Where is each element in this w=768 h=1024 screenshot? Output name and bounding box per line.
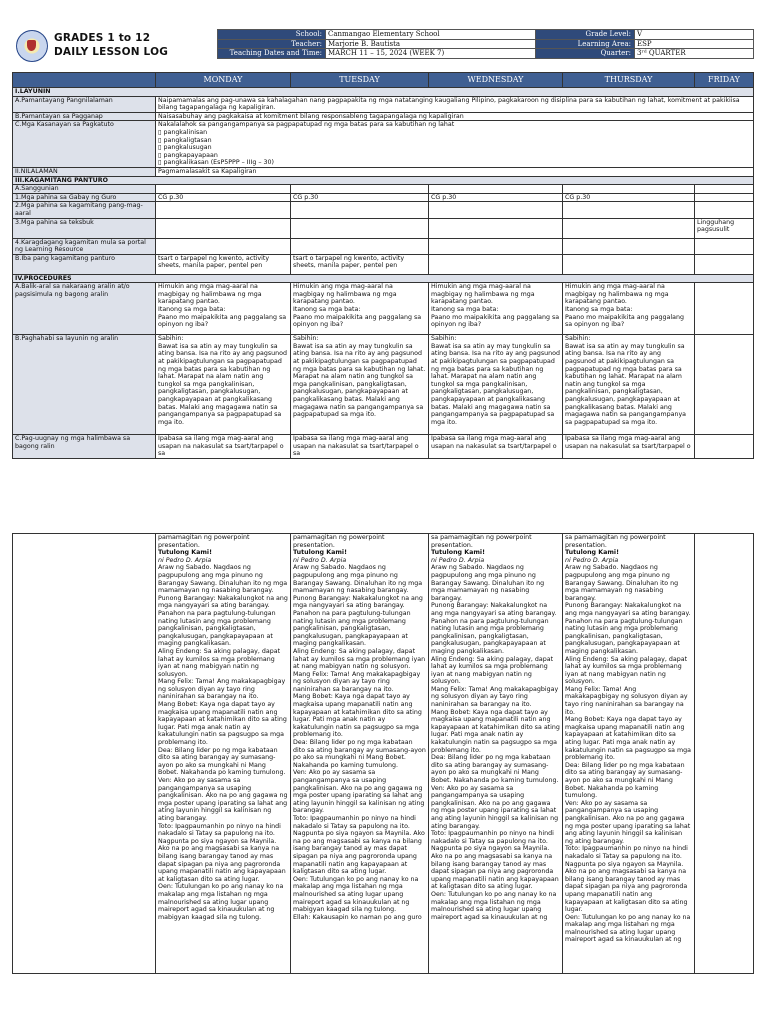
- row-label-sanggunian: A.Sanggunian: [13, 185, 156, 194]
- row-label-portal: 4.Karagdagang kagamitan mula sa portal ng Learning Resource: [13, 238, 156, 254]
- story-title: Tutulong Kami!: [293, 549, 347, 557]
- balik-thursday: Himukin ang mga mag-aaral na magbigay ng halimbawa ng mga karapatang pantao. Itanong sa mga bata: Paano mo maipakikita ang paggalang sa opinyon ng iba?: [563, 283, 695, 335]
- story-body: Araw ng Sabado. Nagdaos ng pagpupulong ang mga pinuno ng Barangay Sawang. Dinaluhan ito ng mga mamamayan ng nasabing barangay. Punong Barangay: Nakakalungkot na ang mga nangyayari sa ating barangay. Panahon na para pagtulung-tulungan nating lutasin ang mga problemang pangkalinisan, pangkaligtasan, pangkalusugan, pangkapayapaan at maging pangkalikasan. Aling Endeng: Sa aking palagay, dapat lahat ay kumilos sa mga problemang iyan at nang mabigyan natin ng solusyon. Mang Felix: Tama! Ang makakapagbigay ng solusyon diyan ay tayo ring naninirahan sa barangay na ito. Mang Bobet: Kaya nga dapat tayo ay magkaisa upang mapanatili natin ang kapayapaan at katahimikan dito sa ating lugar. Pati mga anak natin ay kakatulungin natin sa pagsugpo sa mga problemang ito. Dea: Bilang lider po ng mga kabataan dito sa ating barangay ay sumasang-ayon po ako sa mungkahi ni Mang Bobet. Nakahanda po kaming tumulong. Ven: Ako po ay sasama sa pangangampanya sa usaping pangkalinisan. Ako na po ang gagawa ng mga poster upang iparating sa lahat ang ating layunin hinggil sa kalinisan ng ating barangay. Toto: Ipagpaumanhin po ninyo na hindi nakadalo si Tatay sa papulong na ito. Nagpunta po siya ngayon sa Maynila. Ako na po ang magsasabi sa kanya na bilang isang barangay tanod ay mas dapat sipagan pa niya ang pagroronda upang mapanatili natin ang kapayapaan at kaligtasan dito sa ating lugar. Oen: Tutulungan ko po ang nanay ko na makalap ang mga listahan ng mga malnourished sa ating lugar upang maireport agad sa kinauukulan at ng: [431, 564, 560, 921]
- gabay-monday: CG p.30: [156, 193, 291, 202]
- story-body: Araw ng Sabado. Nagdaos ng pagpupulong ang mga pinuno ng Barangay Sawang. Dinaluhan ito ng mga mamamayan ng nasabing barangay. Punong Barangay: Nakakalungkot na ang mga nangyayari sa ating barangay. Panahon na para pagtulung-tulungan nating lutasin ang mga problemang pangkalinisan, pangkaligtasan, pangkalusugan, pangkapayapaan at maging pangkalikasan. Aling Endeng: Sa aking palagay, dapat lahat ay kumilos sa mga problemang iyan at nang mabigyan natin ng solusyon. Mang Felix: Tama! Ang makakapagbigay ng solusyon diyan ay tayo ring naninirahan sa barangay na ito. Mang Bobet: Kaya nga dapat tayo ay magkaisa upang mapanatili natin ang kapayapaan at katahimikan dito sa ating lugar. Pati mga anak natin ay kakatulungin natin sa pagsugpo sa mga problemang ito. Dea: Bilang lider po ng mga kabataan dito sa ating barangay ay sumasang-ayon po ako sa mungkahi ni Mang Bobet. Nakahanda po kaming tumulong. Ven: Ako po ay sasama sa pangangampanya sa usaping pangkalinisan. Ako na po ang gagawa ng mga poster upang iparating sa lahat ang ating layunin hinggil sa kalinisan ng ating barangay. Toto: Ipagpaumanhin po ninyo na hindi nakadalo si Tatay sa papulong na ito. Nagpunta po siya ngayon sa Maynila. Ako na po ang magsasabi sa kanya na bilang isang barangay tanod ay mas dapat sipagan pa niya ang pagroronda upang mapanatili natin ang kapayapaan at kaligtasan dito sa ating lugar. Oen: Tutulungan ko po ang nanay ko na makalap ang mga listahan ng mga malnourished sa ating lugar upang maireport agad sa kinauukulan at ng: [565, 564, 692, 944]
- pag-monday: Ipabasa sa ilang mga mag-aaral ang usapan na nakasulat sa tsart/tarpapel o sa: [156, 435, 291, 459]
- story-author: ni Pedro D. Arpia: [158, 556, 212, 564]
- deped-seal-icon: [16, 30, 48, 62]
- area-value: ESP: [635, 39, 754, 49]
- row-b-text: Naisasabuhay ang pagkakaisa at komitment bilang responsableng tagapangalaga ng kapaligiran: [156, 112, 754, 121]
- story-lead: pamamagitan ng powerpoint presentation.: [158, 534, 250, 549]
- day-tuesday: TUESDAY: [291, 73, 429, 88]
- paghahabi-monday: Sabihin: Bawat isa sa atin ay may tungkulin sa ating bansa. Isa na rito ay ang pagsunod at pakikipagtulungan sa pagpapatupad ng mga batas para sa kabutihan ng lahat. Marapat na alam natin ang tungkol sa mga pangkalinisan, pangkaligtasan, pangkalusugan, pangkapayapaan at pangkalikasang batas. Malaki ang magagawa natin sa pangangampanya sa pagpapatupad sa mga ito.: [156, 335, 291, 435]
- iba-monday: tsart o tarpapel ng kwento, activity sheets, manila paper, pentel pen: [156, 254, 291, 274]
- story-body: Araw ng Sabado. Nagdaos ng pagpupulong ang mga pinuno ng Barangay Sawang. Dinaluhan ito ng mga mamamayan ng nasabing barangay. Punong Barangay: Nakakalungkot na ang mga nangyayari sa ating barangay. Panahon na para pagtulung-tulungan nating lutasin ang mga problemang pangkalinisan, pangkaligtasan, pangkalusugan, pangkapayapaan at maging pangkalikasan. Aling Endeng: Sa aking palagay, dapat lahat ay kumilos sa mga problemang iyan at nang mabigyan natin ng solusyon. Mang Felix: Tama! Ang makakapagbigay ng solusyon diyan ay tayo ring naninirahan sa barangay na ito. Mang Bobet: Kaya nga dapat tayo ay magkaisa upang mapanatili natin ang kapayapaan at katahimikan dito sa ating lugar. Pati mga anak natin ay kakatulungin natin sa pagsugpo sa mga problemang ito. Dea: Bilang lider po ng mga kabataan dito sa ating barangay ay sumasang-ayon po ako sa mungkahi ni Mang Bobet. Nakahanda po kaming tumulong. Ven: Ako po ay sasama sa pangangampanya sa usaping pangkalinisan. Ako na po ang gagawa ng mga poster upang iparating sa lahat ang ating layunin hinggil sa kalinisan ng ating barangay. Toto: Ipagpaumanhin po ninyo na hindi nakadalo si Tatay sa papulong na ito. Nagpunta po siya ngayon sa Maynila. Ako na po ang magsasabi sa kanya na bilang isang barangay tanod ay mas dapat sipagan pa niya ang pagroronda upang mapanatili natin ang kapayapaan at kaligtasan dito sa ating lugar. Oen: Tutulungan ko po ang nanay ko na makalap ang mga listahan ng mga malnourished sa ating lugar upang maireport agad sa kinauukulan at ng mabigyan kaagad sila ng tulong.: [158, 564, 288, 921]
- pag-wednesday: Ipabasa sa ilang mga mag-aaral ang usapan na nakasulat sa tsart/tarpapel o: [429, 435, 563, 459]
- story-title: Tutulong Kami!: [565, 549, 619, 557]
- lesson-table-continued: [12, 533, 754, 974]
- gabay-wednesday: CG p.30: [429, 193, 563, 202]
- story-title: Tutulong Kami!: [431, 549, 485, 557]
- grade-label: Grade Level:: [536, 30, 635, 40]
- section-procedures: IV.PROCEDURES: [13, 274, 754, 283]
- story-friday: [695, 534, 754, 974]
- row-label-nilalaman: II.NILALAMAN: [13, 167, 156, 176]
- story-lead: sa pamamagitan ng powerpoint presentation.: [565, 534, 666, 549]
- row-label-b: B.Pamantayan sa Pagganap: [13, 112, 156, 121]
- row-label-teksbuk: 3.Mga pahina sa teksbuk: [13, 218, 156, 238]
- story-lead: pamamagitan ng powerpoint presentation.: [293, 534, 385, 549]
- page-1: [12, 72, 754, 459]
- story-author: ni Pedro D. Arpia: [293, 556, 347, 564]
- row-label-pag-uugnay: C.Pag-uugnay ng mga halimbawa sa bagong ralin: [13, 435, 156, 459]
- dll-header: [12, 28, 754, 66]
- row-nilalaman-text: Pagmamalasakit sa Kapaligiran: [156, 167, 754, 176]
- paghahabi-wednesday: Sabihin: Bawat isa sa atin ay may tungkulin sa ating bansa. Isa na rito ay ang pagsunod at pakikipagtulungan sa pagpapatupad ng mga batas para sa kabutihan ng lahat. Marapat na alam natin ang tungkol sa mga pangkalinisan, pangkaligtasan, pangkalusugan, pangkapayapaan at pangkalikasang batas. Malaki ang magagawa natin sa pangangampanya sa pagpapatupad sa mga ito.: [429, 335, 563, 435]
- gabay-tuesday: CG p.30: [291, 193, 429, 202]
- gabay-thursday: CG p.30: [563, 193, 695, 202]
- day-thursday: THURSDAY: [563, 73, 695, 88]
- balik-tuesday: Himukin ang mga mag-aaral na magbigay ng halimbawa ng mga karapatang pantao. Itanong sa mga bata: Paano mo maipakikita ang paggalang sa opinyon ng iba?: [291, 283, 429, 335]
- story-body: Araw ng Sabado. Nagdaos ng pagpupulong ang mga pinuno ng Barangay Sawang. Dinaluhan ito ng mga mamamayan ng nasabing barangay. Punong Barangay: Nakakalungkot na ang mga nangyayari sa ating barangay. Panahon na para pagtulung-tulungan nating lutasin ang mga problemang pangkalinisan, pangkaligtasan, pangkalusugan, pangkapayapaan at maging pangkalikasan. Aling Endeng: Sa aking palagay, dapat lahat ay kumilos sa mga problemang iyan at nang mabigyan natin ng solusyon. Mang Felix: Tama! Ang makakapagbigay ng solusyon diyan ay tayo ring naninirahan sa barangay na ito. Mang Bobet: Kaya nga dapat tayo ay magkaisa upang mapanatili natin ang kapayapaan at katahimikan dito sa ating lugar. Pati mga anak natin ay kakatulungin natin sa pagsugpo sa mga problemang ito. Dea: Bilang lider po ng mga kabataan dito sa ating barangay ay sumasang-ayon po ako sa mungkahi ni Mang Bobet. Nakahanda po kaming tumulong. Ven: Ako po ay sasama sa pangangampanya sa usaping pangkalinisan. Ako na po ang gagawa ng mga poster upang iparating sa lahat ang ating layunin hinggil sa kalinisan ng ating barangay. Toto: Ipagpaumanhin po ninyo na hindi nakadalo si Tatay sa papulong na ito. Nagpunta po siya ngayon sa Maynila. Ako na po ang magsasabi sa kanya na bilang isang barangay tanod ay mas dapat sipagan pa niya ang pagroronda upang mapanatili natin ang kapayapaan at kaligtasan dito sa ating lugar. Oen: Tutulungan ko po ang nanay ko na makalap ang mga listahan ng mga malnourished sa ating lugar upang maireport agad sa kinauukulan at ng mabigyan kaagad sila ng tulong. Ellah: Kakausapin ko naman po ang guro: [293, 564, 426, 921]
- area-label: Learning Area:: [536, 39, 635, 49]
- story-author: ni Pedro D. Arpia: [565, 556, 619, 564]
- iba-tuesday: tsart o tarpapel ng kwento, activity sheets, manila paper, pentel pen: [291, 254, 429, 274]
- iba-friday: [695, 254, 754, 274]
- row-a-text: Naipamamalas ang pag-unawa sa kahalagahan nang pagpapakita ng mga natatanging kaugaliang Pilipino, pagkakaroon ng disiplina para sa kabutihan ng lahat, komitment at pakikiisa bilang tagapangalaga ng kapaligiran.: [156, 96, 754, 112]
- story-author: ni Pedro D. Arpia: [431, 556, 485, 564]
- teksbuk-friday: Lingguhang pagsusulit: [695, 218, 754, 238]
- story-thursday: [563, 534, 695, 974]
- gabay-friday: [695, 193, 754, 202]
- row-label-kagamitan-mag-aaral: 2.Mga pahina sa kagamitang pang-mag-aaral: [13, 202, 156, 218]
- balik-wednesday: Himukin ang mga mag-aaral na magbigay ng halimbawa ng mga karapatang pantao. Itanong sa mga bata: Paano mo maipakikita ang paggalang sa opinyon ng iba?: [429, 283, 563, 335]
- balik-monday: Himukin ang mga mag-aaral na magbigay ng halimbawa ng mga karapatang pantao. Itanong sa mga bata: Paano mo maipakikita ang paggalang sa opinyon ng iba?: [156, 283, 291, 335]
- paghahabi-thursday: Sabihin: Bawat isa sa atin ay may tungkulin sa ating bansa. Isa na rito ay ang pagsunod at pakikipagtulungan sa pagpapatupad ng mga batas para sa kabutihan ng lahat. Marapat na alam natin ang tungkol sa mga pangkalinisan, pangkaligtasan, pangkalusugan, pangkapayapaan at pangkalikasang batas. Malaki ang magagawa natin sa pangangampanya sa pagpapatupad sa mga ito.: [563, 335, 695, 435]
- school-value: Canmangao Elementary School: [326, 30, 536, 40]
- quarter-value: 3ʳᵈ QUARTER: [635, 49, 754, 59]
- iba-thursday: [563, 254, 695, 274]
- school-label: School:: [218, 30, 326, 40]
- section-kagamitan: III.KAGAMITANG PANTURO: [13, 176, 754, 185]
- story-monday: [156, 534, 291, 974]
- row-label-balik-aral: A.Balik-aral sa nakaraang aralin at/o pagsisimula ng bagong aralin: [13, 283, 156, 335]
- row-label-paghahabi: B.Paghahabi sa layunin ng aralin: [13, 335, 156, 435]
- page-2: [12, 533, 754, 974]
- dates-value: MARCH 11 – 15, 2024 (WEEK 7): [326, 49, 536, 59]
- dates-label: Teaching Dates and Time:: [218, 49, 326, 59]
- pag-tuesday: Ipabasa sa ilang mga mag-aaral ang usapan na nakasulat sa tsart/tarpapel o sa: [291, 435, 429, 459]
- day-friday: FRIDAY: [695, 73, 754, 88]
- corner-cell: [13, 73, 156, 88]
- row-label-c: C.Mga Kasanayan sa Pagkatuto: [13, 121, 156, 168]
- teacher-value: Marjorie B. Bautista: [326, 39, 536, 49]
- day-monday: MONDAY: [156, 73, 291, 88]
- iba-wednesday: [429, 254, 563, 274]
- story-tuesday: [291, 534, 429, 974]
- pag-thursday: Ipabasa sa ilang mga mag-aaral ang usapan na nakasulat sa tsart/tarpapel o: [563, 435, 695, 459]
- teacher-label: Teacher:: [218, 39, 326, 49]
- story-lead: sa pamamagitan ng powerpoint presentation.: [431, 534, 532, 549]
- story-title: Tutulong Kami!: [158, 549, 212, 557]
- row-c-text: Nakalalahok sa pangangampanya sa pagpapatupad ng mga batas para sa kabutihan ng lahat ▯ pangkalinisan ▯ pangkaligtasan ▯ pangkalusugan ▯ pangkapayapaan ▯ pangkalikasan (EsP5PPP – IIIg – 30): [156, 121, 754, 168]
- quarter-label: Quarter:: [536, 49, 635, 59]
- paghahabi-tuesday: Sabihin: Bawat isa sa atin ay may tungkulin sa ating bansa. Isa na rito ay ang pagsunod at pakikipagtulungan sa pagpapatupad ng mga batas para sa kabutihan ng lahat. Marapat na alam natin ang tungkol sa mga pangkalinisan, pangkaligtasan, pangkalusugan, pangkapayapaan at pangkalikasang batas. Malaki ang magagawa natin sa pangangampanya sa pagpapatupad sa mga ito.: [291, 335, 429, 435]
- continued-label-cell: [13, 534, 156, 974]
- row-label-gabay: 1.Mga pahina sa Gabay ng Guro: [13, 193, 156, 202]
- title-dll: DAILY LESSON LOG: [54, 46, 169, 58]
- days-header-row: [13, 73, 754, 88]
- row-label-a: A.Pamantayang Pangnilalaman: [13, 96, 156, 112]
- story-wednesday: [429, 534, 563, 974]
- lesson-table: [12, 72, 754, 459]
- row-label-iba: B.Iba pang kagamitang panturo: [13, 254, 156, 274]
- grade-value: V: [635, 30, 754, 40]
- title-grades: GRADES 1 to 12: [54, 32, 151, 44]
- day-wednesday: WEDNESDAY: [429, 73, 563, 88]
- section-layunin: I.LAYUNIN: [13, 88, 754, 97]
- info-table: [217, 29, 754, 59]
